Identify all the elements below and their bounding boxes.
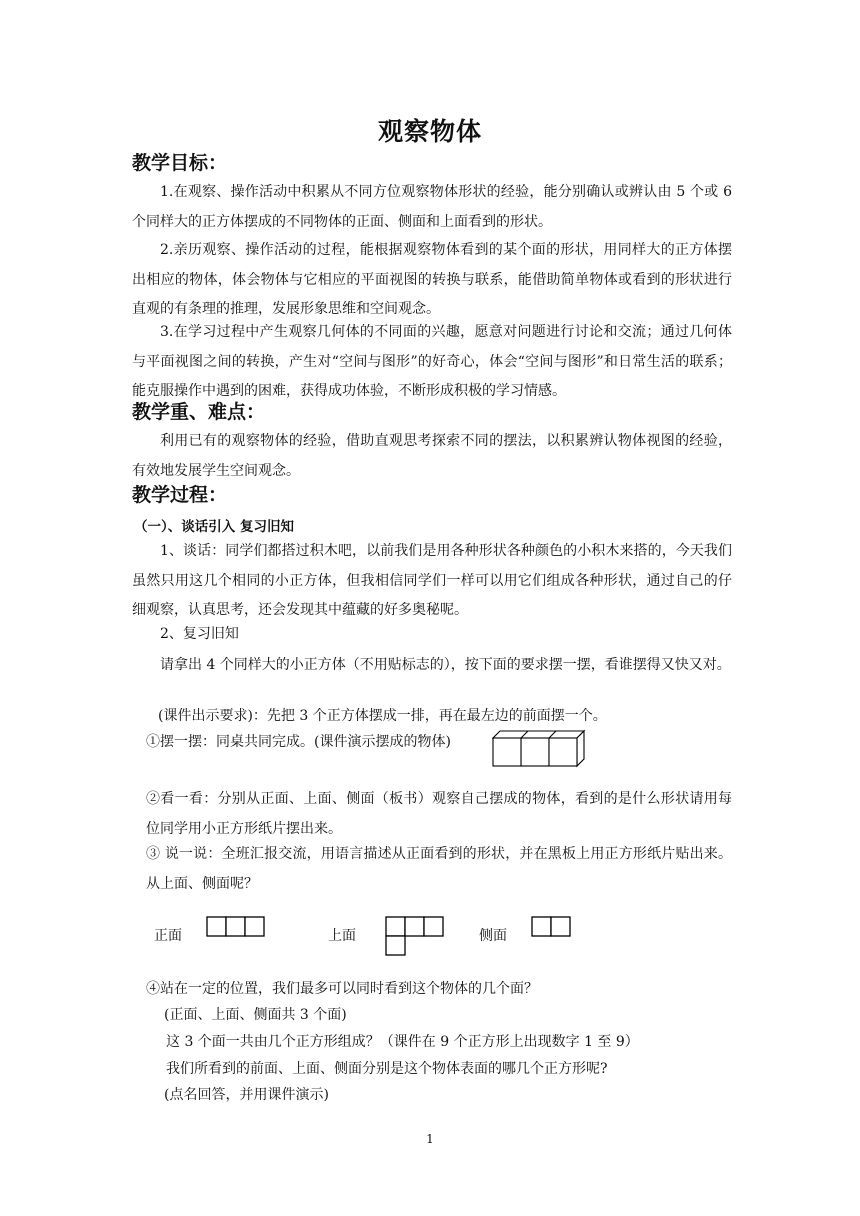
step-3: ③ 说一说：全班汇报交流，用语言描述从正面看到的形状，并在黑板上用正方形纸片贴出来。从上面、侧面呢？ [146,846,732,892]
step-4: ④站在一定的位置，我们最多可以同时看到这个物体的几个面？ [146,981,538,997]
front-view-figure [206,916,266,938]
heading-key-points: 教学重、难点： [132,401,266,423]
objective-2: 2.亲历观察、操作活动的过程，能根据观察物体看到的某个面的形状，用同样大的正方体摆出相应的物体，体会物体与它相应的平面视图的转换与联系，能借助简单物体或看到的形状进行直观的有条理的推理，发展形象思维和空间观念。 [132,242,732,317]
answer-3: (点名回答，并用课件演示) [164,1087,329,1103]
side-view-figure [531,916,573,938]
talk-paragraph: 1、谈话：同学们都搭过积木吧，以前我们是用各种形状各种颜色的小积木来搭的，今天我们虽然只用这几个相同的小正方体，但我相信同学们一样可以用它们组成各种形状，通过自己的仔细观察，认真思考，还会发现其中蕴藏的好多奥秘呢。 [132,543,732,618]
label-front-view: 正面 [154,928,182,944]
objective-1: 1.在观察、操作活动中积累从不同方位观察物体形状的经验，能分别确认或辨认由 5 个或 6 个同样大的正方体摆成的不同物体的正面、侧面和上面看到的形状。 [132,184,732,230]
step-2: ②看一看：分别从正面、上面、侧面（板书）观察自己摆成的物体，看到的是什么形状请用每位同学用小正方形纸片摆出来。 [146,791,732,837]
objective-3: 3.在学习过程中产生观察几何体的不同面的兴趣，愿意对问题进行讨论和交流；通过几何体与平面视图之间的转换，产生对“空间与图形”的好奇心，体会“空间与图形”和日常生活的联系；能克服操作中遇到的困难，获得成功体验，不断形成积极的学习情感。 [132,324,732,399]
requirement-line: (课件出示要求)：先把 3 个正方体摆成一排，再在最左边的前面摆一个。 [158,708,607,724]
heading-objectives: 教学目标： [132,152,228,174]
cube-arrangement-figure [490,728,590,770]
page-number: 1 [426,1132,434,1146]
review-text: 请拿出 4 个同样大的小正方体（不用贴标志的），按下面的要求摆一摆，看谁摆得又快又对。 [160,657,731,673]
subheading-intro: （一）、谈话引入 复习旧知 [134,519,294,535]
heading-process: 教学过程： [132,484,228,506]
key-points-text: 利用已有的观察物体的经验，借助直观思考探索不同的摆法，以积累辨认物体视图的经验，有效地发展学生空间观念。 [132,433,732,479]
label-side-view: 侧面 [479,928,507,944]
step-1: ①摆一摆：同桌共同完成。(课件演示摆成的物体) [146,734,451,750]
question-3: 我们所看到的前面、上面、侧面分别是这个物体表面的哪几个正方形呢? [166,1061,608,1077]
label-top-view: 上面 [328,928,356,944]
question-2: 这 3 个面一共由几个正方形组成？（课件在 9 个正方形上出现数字 1 至 9） [166,1034,639,1050]
page-title: 观察物体 [377,117,482,146]
review-title: 2、复习旧知 [160,626,239,642]
top-view-figure [385,916,445,958]
answer-1: (正面、上面、侧面共 3 个面) [164,1007,347,1023]
